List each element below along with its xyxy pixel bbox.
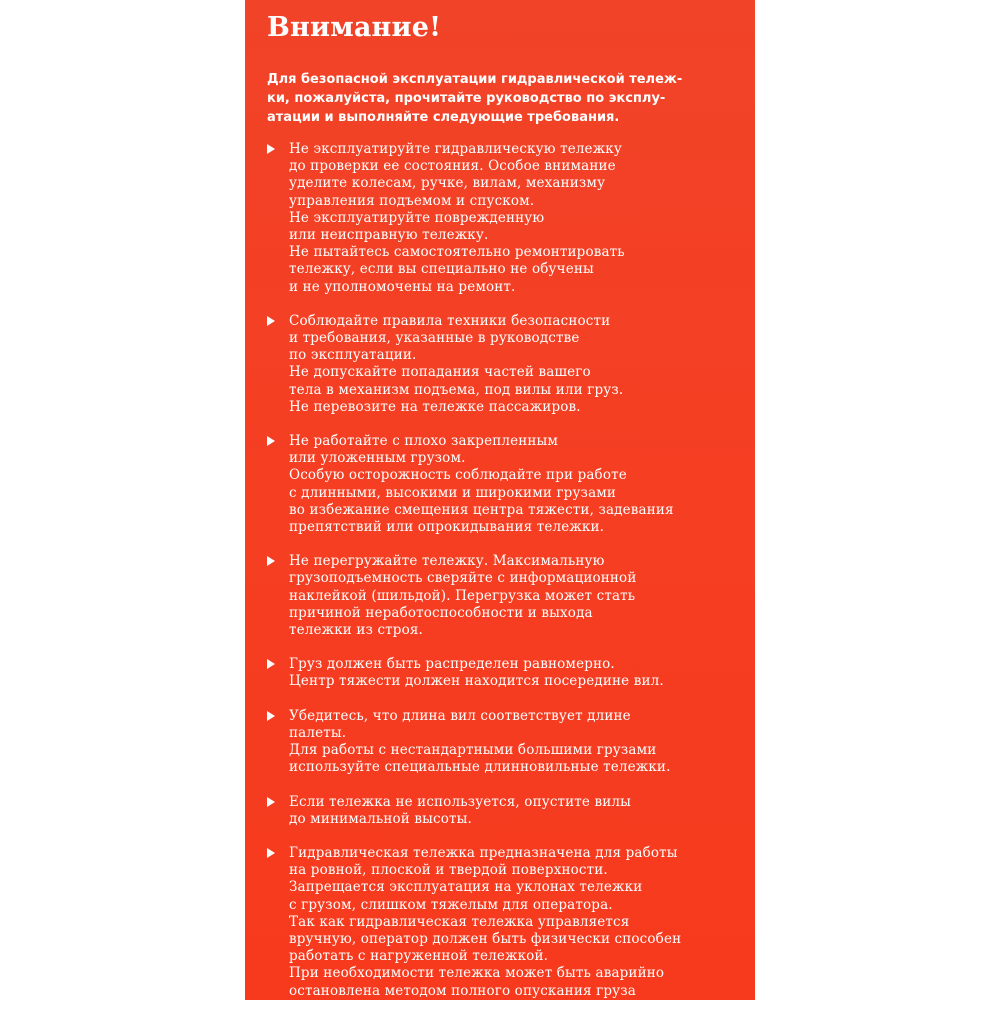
list-item <box>267 433 755 536</box>
list-item <box>267 141 755 296</box>
item-text-line: с длинными, высокими и широкими грузами <box>289 484 617 501</box>
item-text-line: Не перегружайте тележку. Максимальную <box>289 553 605 570</box>
list-item <box>267 708 755 777</box>
item-text-line: остановлена методом полного опускания груза <box>289 982 636 999</box>
item-text-line: Особую осторожность соблюдайте при работе <box>289 467 627 484</box>
triangle-bullet-icon <box>267 316 275 326</box>
item-text-line: используйте специальные длинновильные тележки. <box>289 759 671 776</box>
item-text-line: Не работайте с плохо закрепленным <box>289 433 559 450</box>
item-text-line: и требования, указанные в руководстве <box>289 330 580 347</box>
item-text-line: до земли. <box>289 999 359 1016</box>
item-text-line: управления подъемом и спуском. <box>289 192 535 209</box>
intro-paragraph <box>267 70 737 127</box>
item-text-line: и не уполномочены на ремонт. <box>289 278 516 295</box>
item-text-line: во избежание смещения центра тяжести, задевания <box>289 501 674 518</box>
item-text-line: Не пытайтесь самостоятельно ремонтировать <box>289 244 625 261</box>
item-text-line: наклейкой (шильдой). Перегрузка может стать <box>289 587 636 604</box>
triangle-bullet-icon <box>267 556 275 566</box>
list-item <box>267 845 755 1017</box>
item-text-line: Запрещается эксплуатация на уклонах тележки <box>289 879 643 896</box>
item-text-line: с грузом, слишком тяжелым для оператора. <box>289 896 613 913</box>
item-text-line: Не допускайте попадания частей вашего <box>289 364 591 381</box>
item-text-line: Для работы с нестандартными большими грузами <box>289 742 657 759</box>
item-text-line: до минимальной высоты. <box>289 810 472 827</box>
item-text-line: или неисправную тележку. <box>289 227 489 244</box>
triangle-bullet-icon <box>267 848 275 858</box>
item-text-line: грузоподъемность сверяйте с информационной <box>289 570 637 587</box>
warning-panel <box>245 0 755 1016</box>
item-text-line: тела в механизм подъема, под вилы или груз. <box>289 381 624 398</box>
item-text-line: уделите колесам, ручке, вилам, механизму <box>289 175 606 192</box>
list-item <box>267 313 755 416</box>
item-text-line: работать с нагруженной тележкой. <box>289 948 549 965</box>
triangle-bullet-icon <box>267 436 275 446</box>
intro-line: ки, пожалуйста, прочитайте руководство по эксплу- <box>267 91 666 106</box>
item-text-line: Так как гидравлическая тележка управляется <box>289 913 630 930</box>
list-item <box>267 794 755 828</box>
intro-line: Для безопасной эксплуатации гидравлической тележ- <box>267 72 683 87</box>
item-text-line: Не эксплуатируйте гидравлическую тележку <box>289 141 622 157</box>
item-text-line: тележку, если вы специально не обучены <box>289 261 594 278</box>
item-text-line: Центр тяжести должен находится посередине вил. <box>289 673 664 690</box>
item-text-line: Не перевозите на тележке пассажиров. <box>289 398 581 415</box>
triangle-bullet-icon <box>267 659 275 669</box>
item-text-line: Убедитесь, что длина вил соответствует длине <box>289 707 631 724</box>
item-text-line: на ровной, плоской и твердой поверхности. <box>289 862 608 879</box>
intro-line: атации и выполняйте следующие требования. <box>267 110 620 125</box>
item-text-line: палеты. <box>289 724 347 741</box>
item-text-line: тележки из строя. <box>289 622 423 639</box>
item-text-line: Если тележка не используется, опустите вилы <box>289 793 632 810</box>
item-text-line: Не эксплуатируйте поврежденную <box>289 209 545 226</box>
triangle-bullet-icon <box>267 797 275 807</box>
item-text-line: препятствий или опрокидывания тележки. <box>289 519 605 536</box>
triangle-bullet-icon <box>267 144 275 154</box>
requirements-list <box>267 141 755 1017</box>
triangle-bullet-icon <box>267 711 275 721</box>
item-text-line: вручную, оператор должен быть физически способен <box>289 930 682 947</box>
page-title: Внимание! <box>267 12 442 43</box>
item-text-line: Соблюдайте правила техники безопасности <box>289 312 611 329</box>
item-text-line: или уложенным грузом. <box>289 450 466 467</box>
item-text-line: до проверки ее состояния. Особое внимание <box>289 158 616 175</box>
item-text-line: Груз должен быть распределен равномерно. <box>289 656 615 673</box>
list-item <box>267 656 755 690</box>
item-text-line: Гидравлическая тележка предназначена для работы <box>289 844 678 861</box>
item-text-line: по эксплуатации. <box>289 347 417 364</box>
item-text-line: При необходимости тележка может быть аварийно <box>289 965 665 982</box>
list-item <box>267 553 755 639</box>
item-text-line: причиной неработоспособности и выхода <box>289 604 593 621</box>
